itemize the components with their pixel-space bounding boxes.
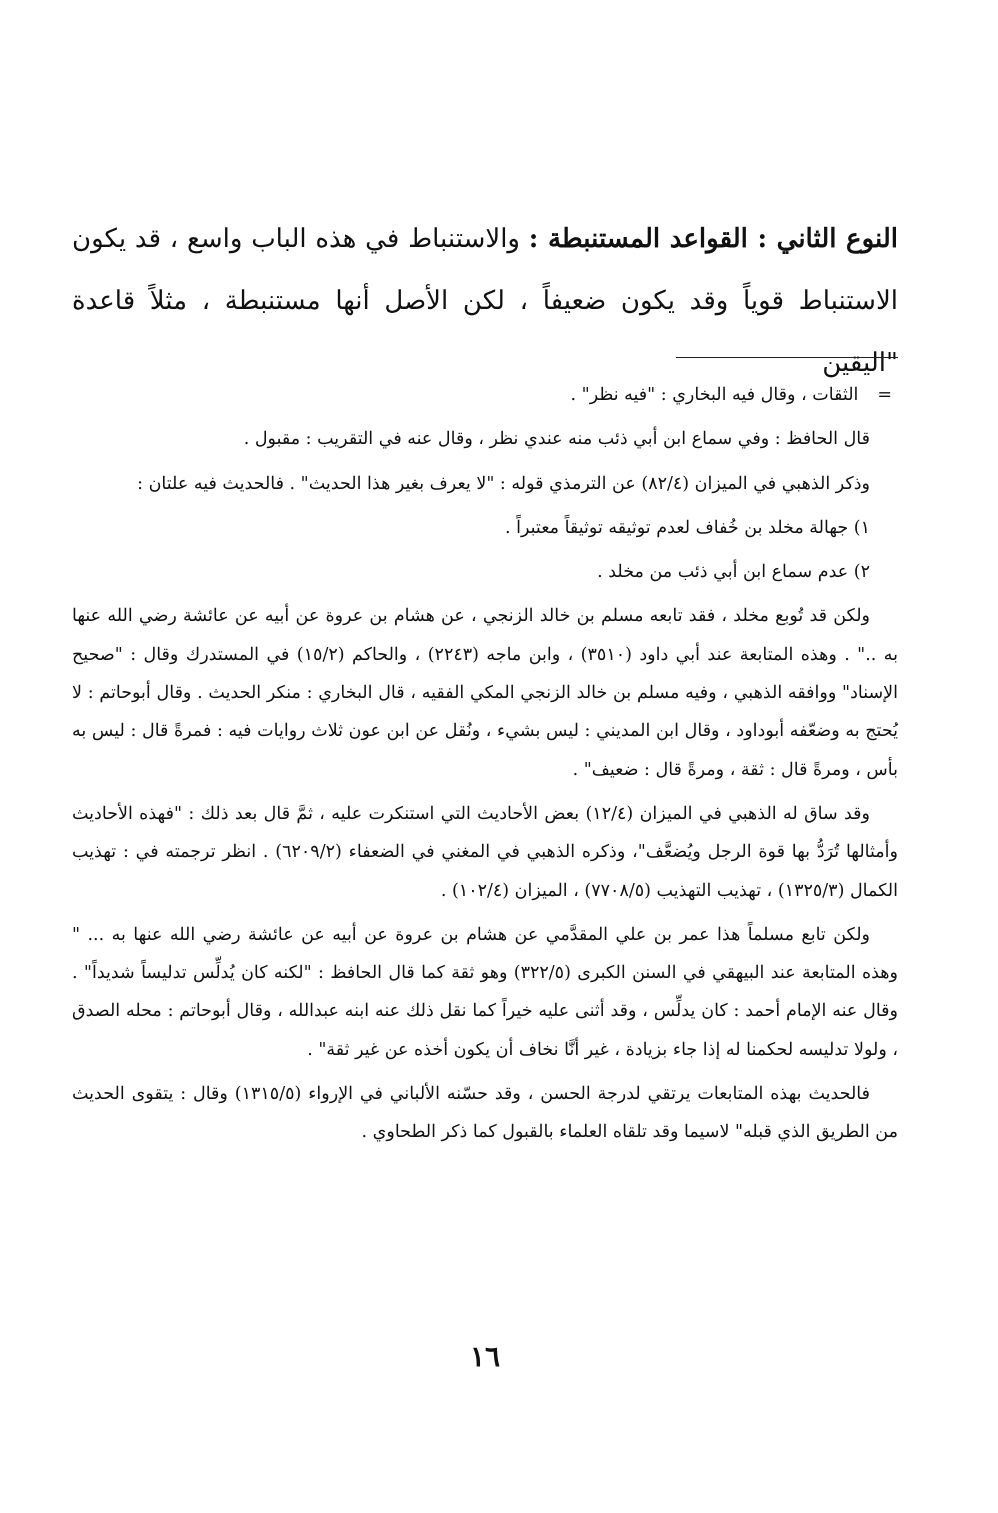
- section-heading-inline: النوع الثاني : القواعد المستنبطة :: [528, 224, 898, 254]
- main-paragraph-text: والاستنباط في هذه الباب واسع ، قد يكون الاستنباط قوياً وقد يكون ضعيفاً ، لكن الأصل أنها مستنبطة ، مثلاً قاعدة "اليقين: [72, 224, 898, 378]
- footnote-paragraph: ولكن قد تُوبع مخلد ، فقد تابعه مسلم بن خالد الزنجي ، عن هشام بن عروة عن أبيه عن عائشة رضي الله عنها به .." . وهذه المتابعة عند أبي داود (٣٥١٠) ، وابن ماجه (٢٢٤٣) ، والحاكم (١٥/٢) في المستدرك وقال : "صحيح الإسناد" ووافقه الذهبي ، وفيه مسلم بن خالد الزنجي المكي الفقيه ، قال البخاري : منكر الحديث . وقال أبوحاتم : لا يُحتج به وضعّفه أبوداود ، وقال ابن المديني : ليس بشيء ، ونُقل عن ابن عون ثلاث روايات فيه : فمرةً قال : ليس به بأس ، ومرةً قال : ثقة ، ومرةً قال : ضعيف" .: [72, 606, 898, 780]
- footnote-paragraph: فالحديث بهذه المتابعات يرتقي لدرجة الحسن ، وقد حسّنه الألباني في الإرواء (١٣١٥/٥) وقال : يتقوى الحديث من الطريق الذي قبله" لاسيما وقد تلقاه العلماء بالقبول كما ذكر الطحاوي .: [72, 1084, 898, 1143]
- footnote-list-item: ٢) عدم سماع ابن أبي ذئب من مخلد .: [597, 562, 870, 583]
- continuation-marker: =: [877, 385, 892, 405]
- footnote-paragraph: ولكن تابع مسلماً هذا عمر بن علي المقدَّمي عن هشام بن عروة عن أبيه عن عائشة رضي الله عنها به ... " وهذه المتابعة عند البيهقي في السنن الكبرى (٣٢٢/٥) وهو ثقة كما قال الحافظ : "لكنه كان يُدلِّس تدليساً شديداً" . وقال عنه الإمام أحمد : كان يدلِّس ، وقد أثنى عليه خيراً كما نقل ذلك عنه ابنه عبدالله ، وقال أبوحاتم : محله الصدق ، ولولا تدليسه لحكمنا له إذا جاء بزيادة ، غير أنَّا نخاف أن يكون أخذه عن غير ثقة" .: [72, 924, 898, 1060]
- footnote-paragraph: وقد ساق له الذهبي في الميزان (١٢/٤) بعض الأحاديث التي استنكرت عليه ، ثمَّ قال بعد ذلك : "فهذه الأحاديث وأمثالها تُرَدُّ بها قوة الرجل ويُضعَّف"، وذكره الذهبي في المغني في الضعفاء (٦٢٠٩/٢) . انظر ترجمته في : تهذيب الكمال (١٣٢٥/٣) ، تهذيب التهذيب (٧٧٠٨/٥) ، الميزان (١٠٢/٤) .: [72, 803, 898, 901]
- footnote-text: الثقات ، وقال فيه البخاري : "فيه نظر" .: [570, 385, 859, 405]
- footnote-paragraph: وذكر الذهبي في الميزان (٨٢/٤) عن الترمذي قوله : "لا يعرف بغير هذا الحديث" . فالحديث فيه علتان :: [137, 473, 870, 494]
- page-number: ١٦: [469, 1340, 501, 1373]
- footnote-separator: [676, 357, 898, 358]
- main-paragraph: [72, 208, 898, 394]
- footnote-continuation: [72, 376, 898, 414]
- footnote-paragraph: قال الحافظ : وفي سماع ابن أبي ذئب منه عندي نظر ، وقال عنه في التقريب : مقبول .: [243, 429, 870, 450]
- footnotes-block: [72, 376, 898, 1152]
- footnote-list-item: ١) جهالة مخلد بن خُفاف لعدم توثيقه توثيقاً معتبراً .: [504, 517, 870, 538]
